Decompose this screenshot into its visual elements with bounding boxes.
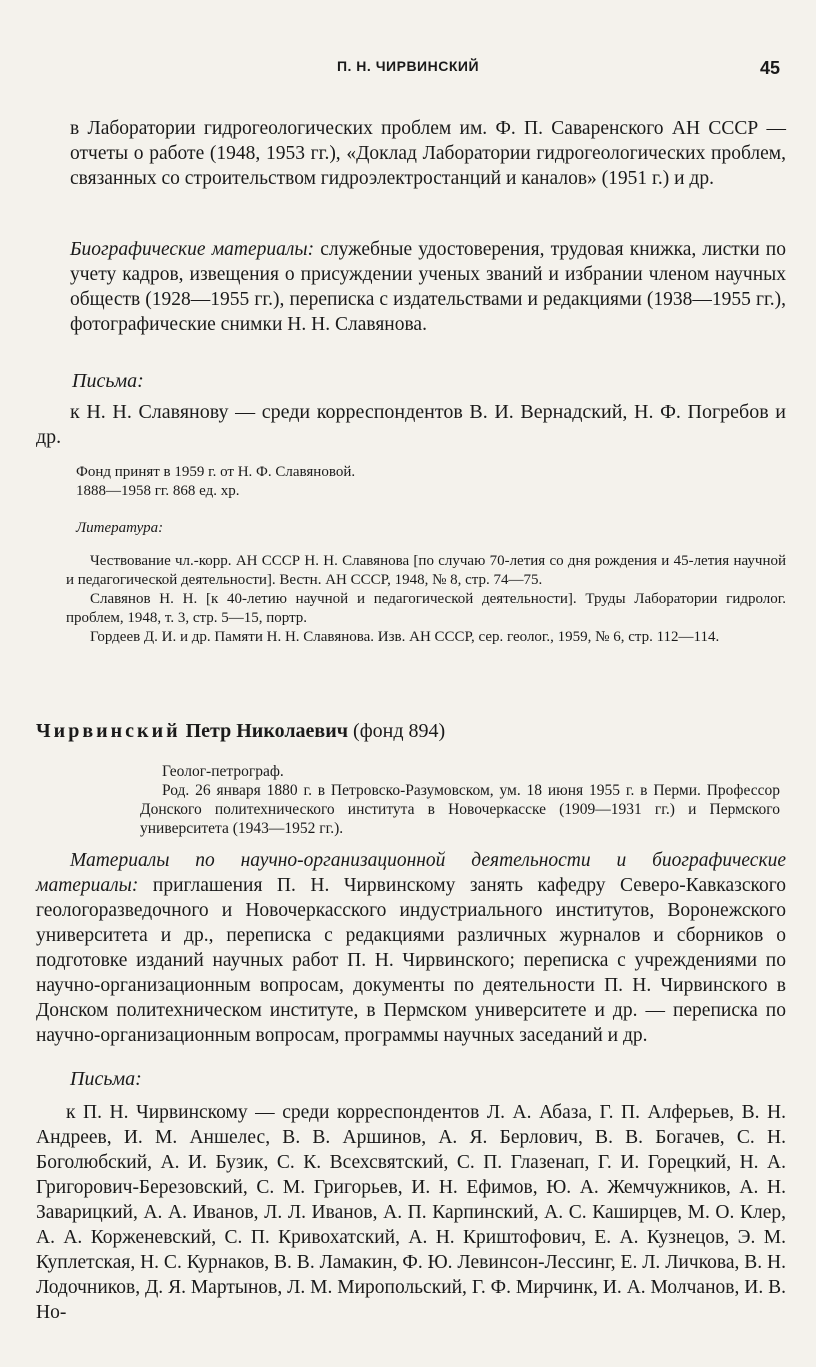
literature-heading: Литература:: [76, 520, 164, 536]
fond-note: [76, 463, 776, 501]
bio-materials-label: Биографические материалы:: [70, 239, 315, 260]
literature-list: [66, 552, 786, 647]
literature-item: Чествование чл.-корр. АН СССР Н. Н. Славянова [по случаю 70-летия со дня рождения и 45-летия научной и педагогической деятельности]. Вестн. АН СССР, 1948, № 8, стр. 74—75.: [66, 553, 786, 588]
bio-line: Род. 26 января 1880 г. в Петровско-Разумовском, ум. 18 июня 1955 г. в Перми. Профессор Донского политехнического института в Новочеркасске (1909—1931 гг.) и Пермского университета (1943—1952 гг.).: [140, 782, 780, 837]
bio-line: Геолог-петрограф.: [162, 763, 284, 780]
running-head: П. Н. ЧИРВИНСКИЙ: [336, 58, 480, 74]
entry-surname: Чирвинский: [36, 720, 181, 742]
literature-item: Славянов Н. Н. [к 40-летию научной и педагогической деятельности]. Труды Лаборатории гидролог. проблем, 1948, т. 3, стр. 5—15, портр.: [66, 591, 786, 626]
slavyanov-bio-materials: [70, 237, 786, 337]
entry-given-names: Петр Николаевич: [185, 720, 349, 742]
entry-title: [36, 720, 445, 743]
chirvinsky-materials: [36, 848, 786, 1048]
materials-label: Материалы по научно-организационной деятельности и биографические материалы:: [36, 850, 786, 896]
materials-text: приглашения П. Н. Чирвинскому занять кафедру Северо-Кавказского геологоразведочного и Новочеркасского индустриального институтов, Воронежского университета и др., переписка с редакциями различных журналов и сборников о подготовке изданий научных работ П. Н. Чирвинского; переписка с учреждениями по научно-организационным вопросам, документы по деятельности П. Н. Чирвинского в Донском политехническом институте, в Пермском университете и др. — переписка по научно-организационным вопросам, программы научных заседаний и др.: [36, 875, 786, 1046]
slavyanov-letters-text: к Н. Н. Славянову — среди корреспондентов В. И. Вернадский, Н. Ф. Погребов и др.: [36, 401, 786, 448]
entry-fond: (фонд 894): [353, 720, 446, 742]
chirvinsky-letters-text: к П. Н. Чирвинскому — среди корреспондентов Л. А. Абаза, Г. П. Алферьев, В. Н. Андреев, И. М. Аншелес, В. В. Аршинов, А. Я. Берлович, В. В. Богачев, С. Н. Боголюбский, А. И. Бузик, С. К. Всехсвятский, С. П. Глазенап, Г. И. Горецкий, Н. А. Григорович-Березовский, С. М. Григорьев, И. Н. Ефимов, Ю. А. Жемчужников, А. Н. Заварицкий, А. А. Иванов, Л. Л. Иванов, А. П. Карпинский, А. С. Каширцев, М. О. Клер, А. А. Корженевский, С. П. Кривохатский, А. Н. Криштофович, Е. А. Кузнецов, Э. М. Куплетская, Н. С. Курнаков, В. В. Ламакин, Ф. Ю. Левинсон-Лессинг, Е. Л. Личкова, В. Н. Лодочников, Д. Я. Мартынов, Л. М. Миропольский, Г. Ф. Мирчинк, И. А. Молчанов, И. В. Но-: [36, 1102, 786, 1323]
top-paragraph: в Лаборатории гидрогеологических проблем им. Ф. П. Саваренского АН СССР — отчеты о работе (1948, 1953 гг.), «Доклад Лаборатории гидрогеологических проблем, связанных со строительством гидроэлектростанций и каналов» (1951 г.) и др.: [70, 118, 786, 189]
fond-note-line: Фонд принят в 1959 г. от Н. Ф. Славяновой.: [76, 464, 356, 480]
slavyanov-letters-heading: Письма:: [72, 370, 144, 392]
bio-materials-text: служебные удостоверения, трудовая книжка, листки по учету кадров, извещения о присуждении ученых званий и избрании членом научных обществ (1928—1955 гг.), переписка с издательствами и редакциями (1938—1955 гг.), фотографические снимки Н. Н. Славянова.: [70, 239, 786, 335]
fond-note-line: 1888—1958 гг. 868 ед. хр.: [76, 483, 240, 499]
page-number: 45: [760, 58, 781, 78]
entry-bio: [140, 762, 780, 838]
chirvinsky-letters-heading: Письма:: [70, 1068, 142, 1090]
literature-item: Гордеев Д. И. и др. Памяти Н. Н. Славянова. Изв. АН СССР, сер. геолог., 1959, № 6, стр. 112—114.: [90, 629, 720, 645]
